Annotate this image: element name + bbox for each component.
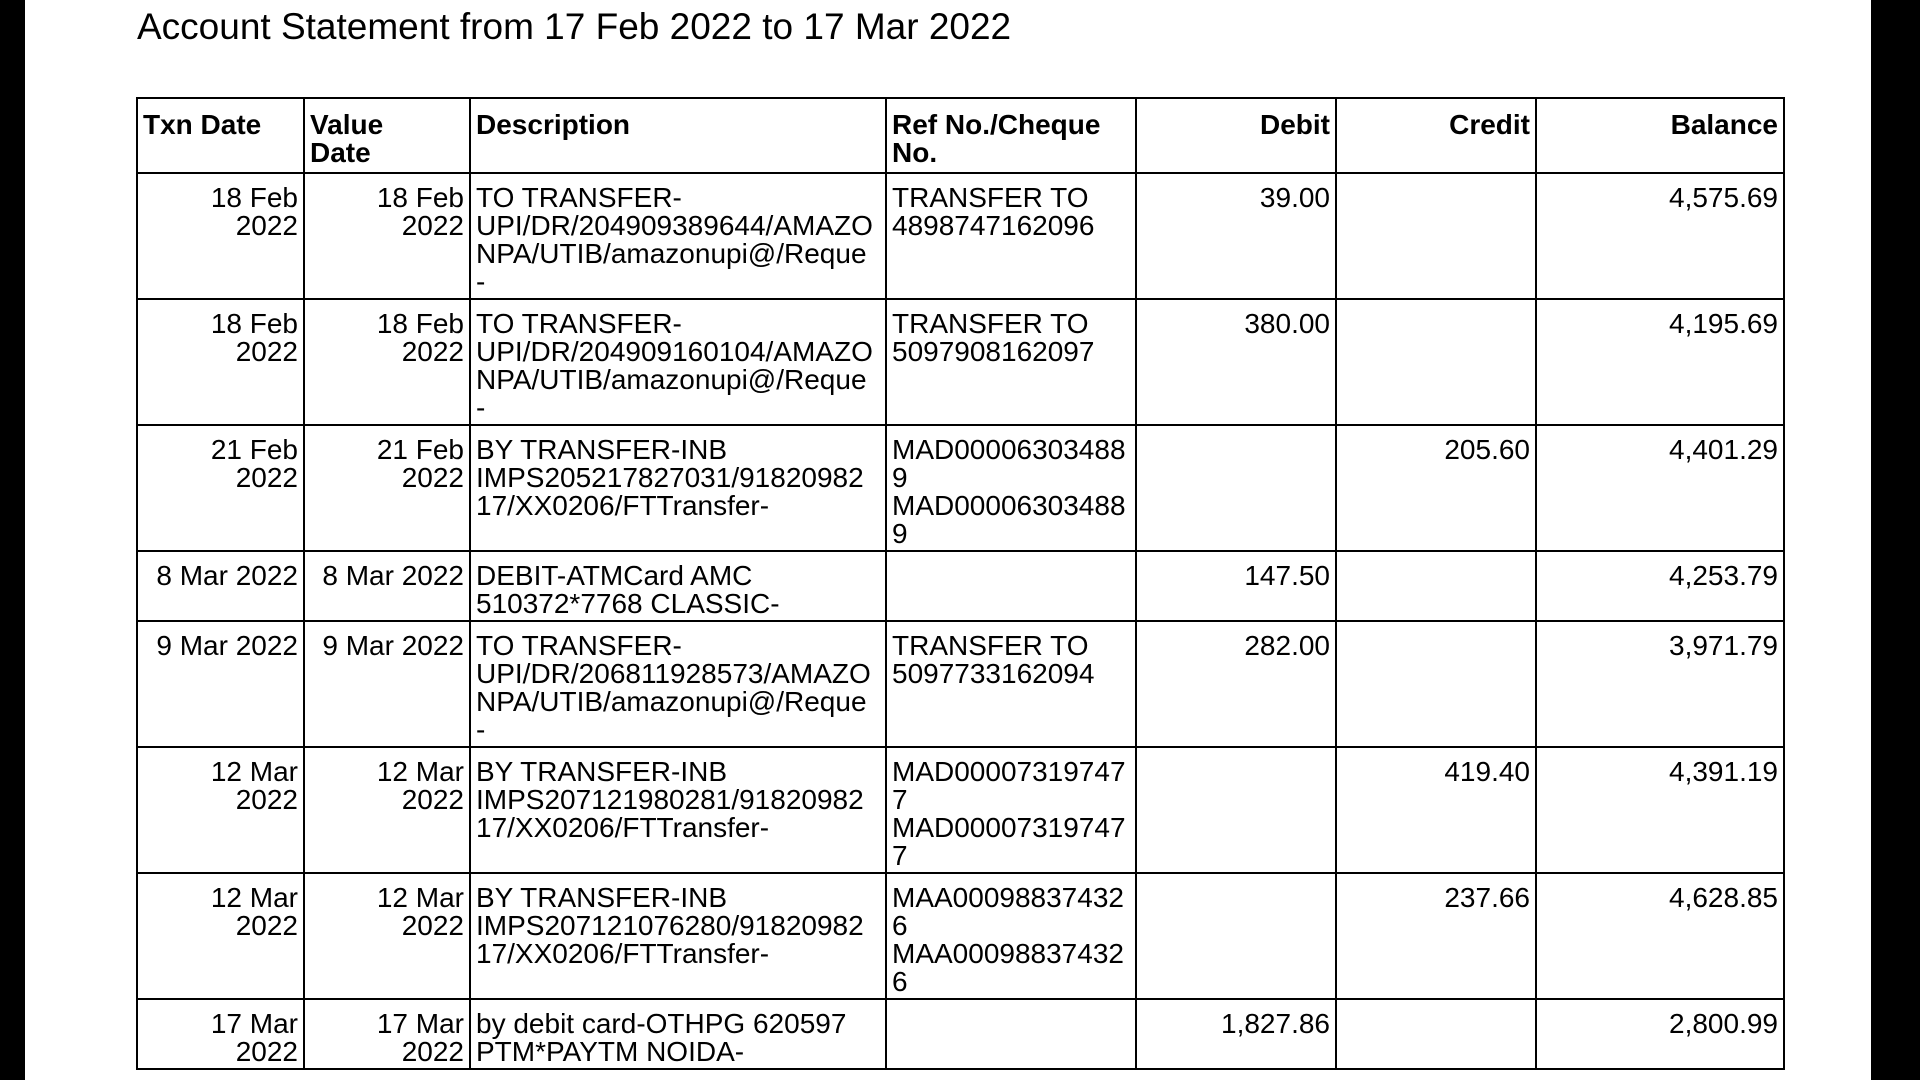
txn-date-cell: 17 Mar 2022: [137, 999, 304, 1069]
balance-cell: 4,391.19: [1536, 747, 1784, 873]
value-date-cell: 12 Mar 2022: [304, 873, 470, 999]
ref-no-cell: MAA00098837432 6 MAA00098837432 6: [886, 873, 1136, 999]
description-cell: TO TRANSFER- UPI/DR/206811928573/AMAZO NPA/UTIB/amazonupi@/Reque -: [470, 621, 886, 747]
description-cell: TO TRANSFER- UPI/DR/204909389644/AMAZO NPA/UTIB/amazonupi@/Reque -: [470, 173, 886, 299]
debit-cell: 1,827.86: [1136, 999, 1336, 1069]
balance-cell: 4,195.69: [1536, 299, 1784, 425]
column-header-ref-no: Ref No./Cheque No.: [886, 98, 1136, 173]
credit-cell: [1336, 173, 1536, 299]
column-header-value-date: Value Date: [304, 98, 470, 173]
table-row: [137, 173, 1784, 299]
table-row: [137, 621, 1784, 747]
column-header-description: Description: [470, 98, 886, 173]
ref-no-cell: TRANSFER TO 5097908162097: [886, 299, 1136, 425]
value-date-cell: 12 Mar 2022: [304, 747, 470, 873]
table-row: [137, 425, 1784, 551]
ref-no-cell: [886, 551, 1136, 621]
value-date-cell: 21 Feb 2022: [304, 425, 470, 551]
debit-cell: [1136, 873, 1336, 999]
description-cell: BY TRANSFER-INB IMPS205217827031/91820982 17/XX0206/FTTransfer-: [470, 425, 886, 551]
table-row: [137, 873, 1784, 999]
balance-cell: 4,628.85: [1536, 873, 1784, 999]
statement-table: [136, 97, 1785, 1070]
debit-cell: 282.00: [1136, 621, 1336, 747]
ref-no-cell: [886, 999, 1136, 1069]
txn-date-cell: 8 Mar 2022: [137, 551, 304, 621]
description-cell: DEBIT-ATMCard AMC 510372*7768 CLASSIC-: [470, 551, 886, 621]
credit-cell: 237.66: [1336, 873, 1536, 999]
balance-cell: 2,800.99: [1536, 999, 1784, 1069]
credit-cell: 205.60: [1336, 425, 1536, 551]
table-row: [137, 551, 1784, 621]
ref-no-cell: TRANSFER TO 5097733162094: [886, 621, 1136, 747]
column-header-balance: Balance: [1536, 98, 1784, 173]
table-header-row: [137, 98, 1784, 173]
credit-cell: [1336, 999, 1536, 1069]
balance-cell: 4,575.69: [1536, 173, 1784, 299]
txn-date-cell: 18 Feb 2022: [137, 173, 304, 299]
txn-date-cell: 9 Mar 2022: [137, 621, 304, 747]
debit-cell: [1136, 747, 1336, 873]
value-date-cell: 17 Mar 2022: [304, 999, 470, 1069]
ref-no-cell: TRANSFER TO 4898747162096: [886, 173, 1136, 299]
balance-cell: 3,971.79: [1536, 621, 1784, 747]
description-cell: by debit card-OTHPG 620597 PTM*PAYTM NOIDA-: [470, 999, 886, 1069]
debit-cell: 380.00: [1136, 299, 1336, 425]
credit-cell: [1336, 621, 1536, 747]
value-date-cell: 8 Mar 2022: [304, 551, 470, 621]
txn-date-cell: 18 Feb 2022: [137, 299, 304, 425]
credit-cell: [1336, 551, 1536, 621]
debit-cell: 147.50: [1136, 551, 1336, 621]
txn-date-cell: 12 Mar 2022: [137, 873, 304, 999]
value-date-cell: 18 Feb 2022: [304, 299, 470, 425]
txn-date-cell: 21 Feb 2022: [137, 425, 304, 551]
column-header-credit: Credit: [1336, 98, 1536, 173]
debit-cell: [1136, 425, 1336, 551]
txn-date-cell: 12 Mar 2022: [137, 747, 304, 873]
description-cell: TO TRANSFER- UPI/DR/204909160104/AMAZO NPA/UTIB/amazonupi@/Reque -: [470, 299, 886, 425]
ref-no-cell: MAD00006303488 9 MAD00006303488 9: [886, 425, 1136, 551]
ref-no-cell: MAD00007319747 7 MAD00007319747 7: [886, 747, 1136, 873]
value-date-cell: 18 Feb 2022: [304, 173, 470, 299]
credit-cell: 419.40: [1336, 747, 1536, 873]
balance-cell: 4,401.29: [1536, 425, 1784, 551]
debit-cell: 39.00: [1136, 173, 1336, 299]
column-header-debit: Debit: [1136, 98, 1336, 173]
column-header-txn-date: Txn Date: [137, 98, 304, 173]
description-cell: BY TRANSFER-INB IMPS207121980281/91820982 17/XX0206/FTTransfer-: [470, 747, 886, 873]
statement-title: Account Statement from 17 Feb 2022 to 17 Mar 2022: [137, 6, 1012, 47]
statement-page: [25, 0, 1871, 1080]
description-cell: BY TRANSFER-INB IMPS207121076280/91820982 17/XX0206/FTTransfer-: [470, 873, 886, 999]
table-row: [137, 999, 1784, 1069]
balance-cell: 4,253.79: [1536, 551, 1784, 621]
credit-cell: [1336, 299, 1536, 425]
table-row: [137, 747, 1784, 873]
value-date-cell: 9 Mar 2022: [304, 621, 470, 747]
table-row: [137, 299, 1784, 425]
